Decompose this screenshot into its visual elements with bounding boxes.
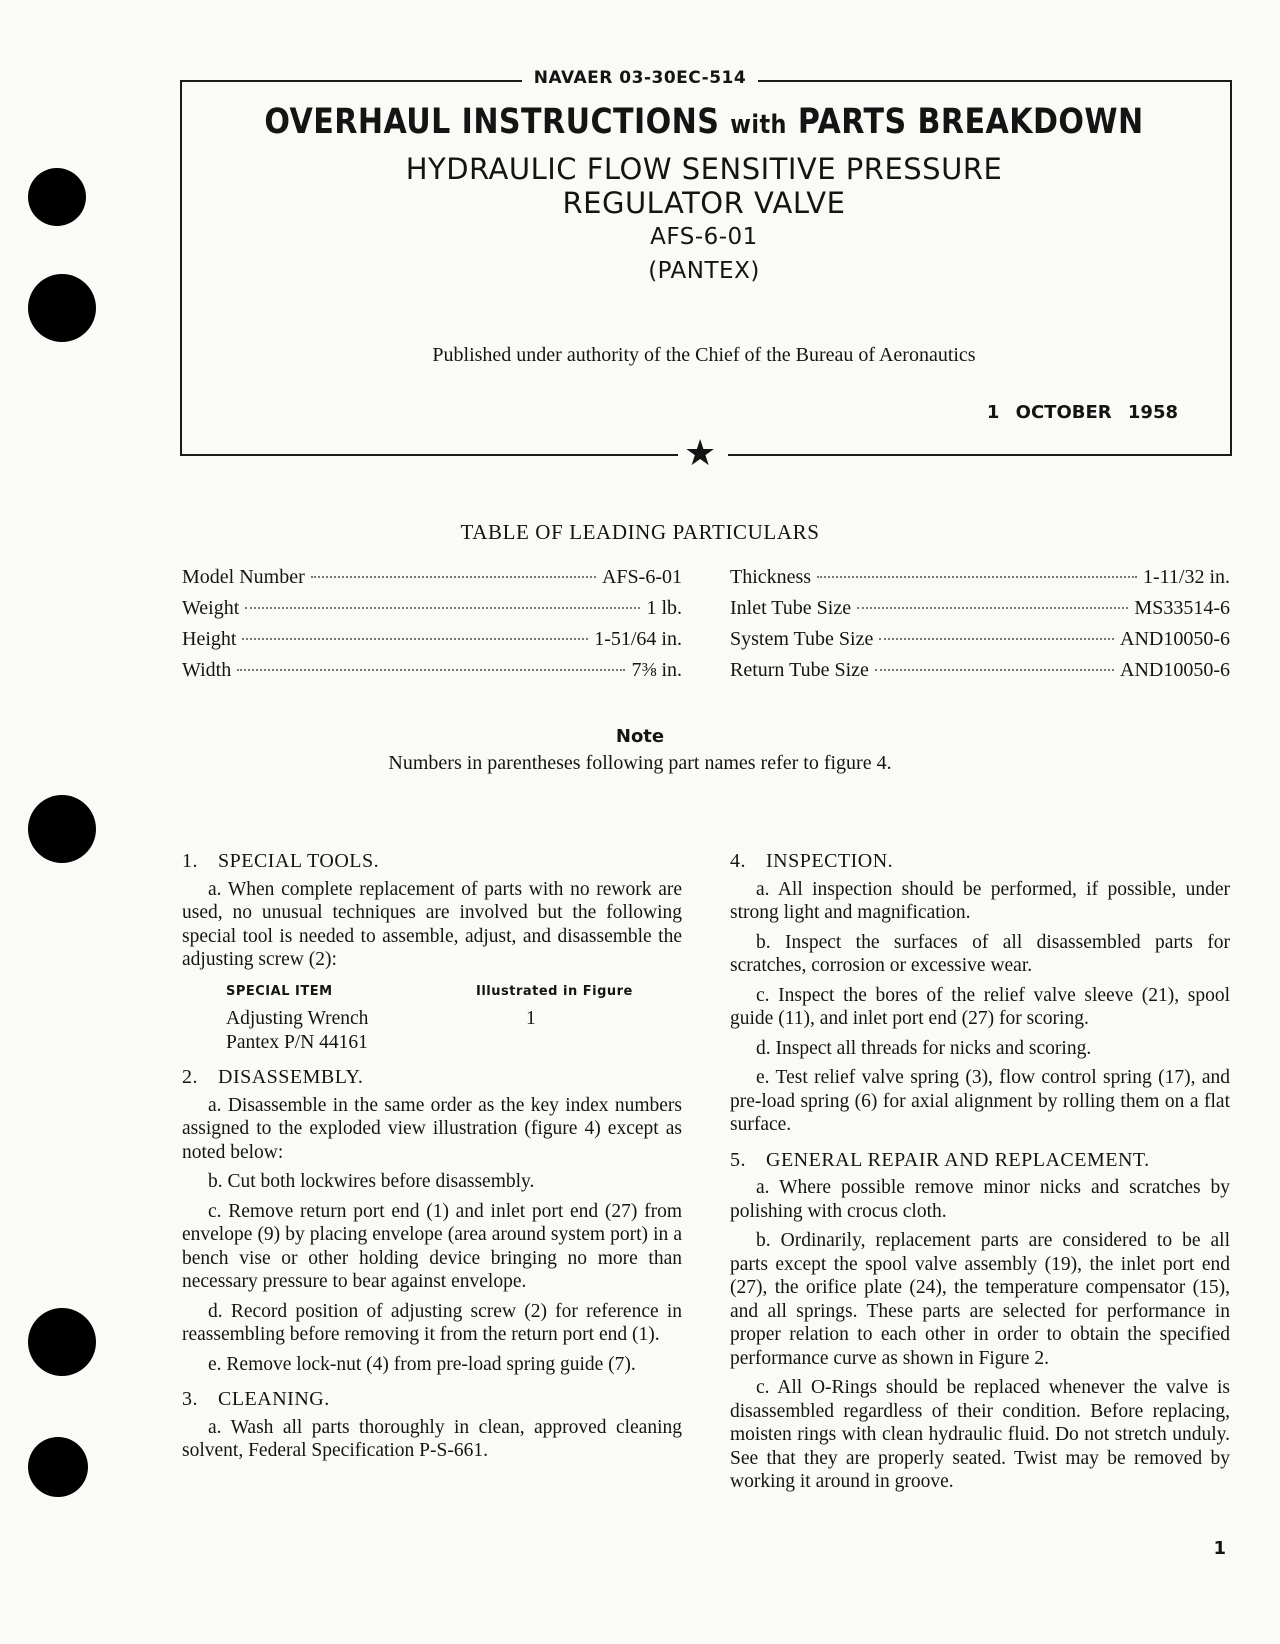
text-column-right [730, 850, 1230, 1506]
particulars-left [182, 566, 682, 690]
section-inspection [730, 850, 1230, 1137]
particular-row: Thickness 1-11/32 in. [730, 566, 1230, 588]
frame-rule [180, 454, 678, 456]
section-repair-replacement [730, 1149, 1230, 1494]
subtitle-line-1: HYDRAULIC FLOW SENSITIVE PRESSURE [405, 152, 1003, 186]
table-row: Adjusting Wrench 1 [226, 1008, 536, 1029]
publication-date: 1 OCTOBER 1958 [986, 402, 1178, 423]
particulars-title: TABLE OF LEADING PARTICULARS [460, 520, 820, 544]
text-column-left [182, 850, 682, 1475]
particular-row: Height 1-51/64 in. [182, 628, 682, 650]
binder-hole [28, 168, 86, 226]
paragraph: a. Where possible remove minor nicks and scratches by polishing with crocus cloth. [730, 1177, 1230, 1222]
star-icon: ★ [684, 433, 717, 474]
authority-statement: Published under authority of the Chief of the Bureau of Aeronautics [432, 344, 976, 366]
model-number: AFS-6-01 [650, 224, 758, 250]
particular-row: Inlet Tube Size MS33514-6 [730, 597, 1230, 619]
paragraph: d. Record position of adjusting screw (2) for reference in reassembling before removing it from the return port end (1). [182, 1300, 682, 1345]
paragraph: a. Disassemble in the same order as the key index numbers assigned to the exploded view illustration (figure 4) except as noted below: [182, 1094, 682, 1163]
table-row: Pantex P/N 44161 [226, 1031, 368, 1053]
special-tools-table [226, 980, 656, 1055]
table-header: SPECIAL ITEM Illustrated in Figure [226, 983, 633, 999]
binder-hole [28, 1308, 96, 1376]
subtitle-line-2: REGULATOR VALVE [562, 186, 846, 220]
section-heading: 3. CLEANING. [182, 1388, 330, 1410]
paragraph: a. When complete replacement of parts with no rework are used, no unusual techniques are involved but the following special tool is needed to assemble, adjust, and disassemble the adjusting screw (2): [182, 878, 682, 970]
paragraph: e. Test relief valve spring (3), flow control spring (17), and pre-load spring (6) for axial alignment by rolling them on a flat surface. [730, 1067, 1230, 1135]
paragraph: b. Inspect the surfaces of all disassembled parts for scratches, corrosion or excessive wear. [730, 931, 1230, 976]
paragraph: a. Wash all parts thoroughly in clean, approved cleaning solvent, Federal Specification P-S-661. [182, 1416, 682, 1461]
manufacturer: (PANTEX) [648, 258, 760, 284]
paragraph: c. All O-Rings should be replaced whenever the valve is disassembled regardless of their condition. Before replacing, moisten rings with clean hydraulic fluid. Do not stretch unduly. See that they are properly seated. Twist may be removed by working it around in groove. [730, 1377, 1230, 1492]
section-cleaning [182, 1388, 682, 1463]
section-disassembly [182, 1066, 682, 1376]
paragraph: b. Ordinarily, replacement parts are considered to be all parts except the spool valve assembly (19), the inlet port end (27), the orifice plate (24), the temperature compensator (15), and all springs. These parts are selected for performance in proper relation to each other in order to obtain the specified performance curve as shown in Figure 2. [730, 1230, 1230, 1369]
section-special-tools [182, 850, 682, 1054]
particular-row: Width 7⅜ in. [182, 659, 682, 681]
paragraph: d. Inspect all threads for nicks and scoring. [756, 1037, 1092, 1059]
particular-row: System Tube Size AND10050-6 [730, 628, 1230, 650]
section-heading: 2. DISASSEMBLY. [182, 1066, 364, 1088]
note-body: Numbers in parentheses following part names refer to figure 4. [388, 752, 892, 774]
main-title: OVERHAUL INSTRUCTIONS with PARTS BREAKDOWN [264, 102, 1144, 142]
particular-row: Weight 1 lb. [182, 597, 682, 619]
paragraph: c. Inspect the bores of the relief valve sleeve (21), spool guide (11), and inlet port end (27) for scoring. [730, 984, 1230, 1029]
binder-hole [28, 1437, 88, 1497]
particular-row: Return Tube Size AND10050-6 [730, 659, 1230, 681]
paragraph: c. Remove return port end (1) and inlet port end (27) from envelope (9) by placing envelope (area around system port) in a bench vise or other holding device bringing no more than necessary pressure to bear against envelope. [182, 1200, 682, 1292]
paragraph: e. Remove lock-nut (4) from pre-load spring guide (7). [208, 1353, 636, 1375]
document-number: NAVAER 03-30EC-514 [0, 68, 1280, 88]
binder-hole [28, 274, 96, 342]
frame-rule [728, 454, 1230, 456]
paragraph: a. All inspection should be performed, if possible, under strong light and magnification. [730, 878, 1230, 923]
paragraph: b. Cut both lockwires before disassembly. [208, 1171, 535, 1192]
particular-row: Model Number AFS-6-01 [182, 566, 682, 588]
section-heading: 1. SPECIAL TOOLS. [182, 850, 380, 872]
note-heading: Note [615, 726, 665, 747]
binder-hole [28, 795, 96, 863]
particulars-right [730, 566, 1230, 690]
section-heading: 5. GENERAL REPAIR AND REPLACEMENT. [730, 1148, 1150, 1171]
page-number: 1 [1213, 1538, 1226, 1559]
section-heading: 4. INSPECTION. [730, 850, 894, 872]
